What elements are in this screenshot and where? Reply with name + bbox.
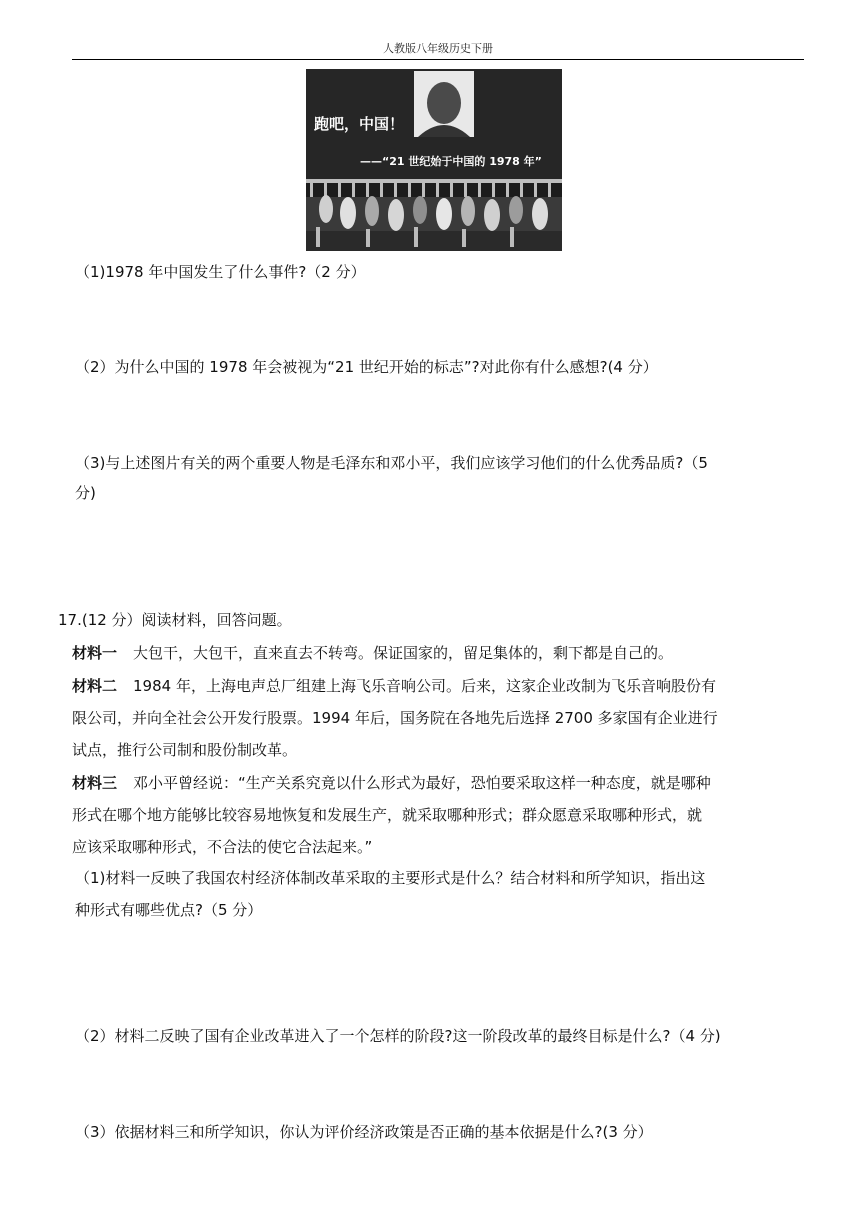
page-header: 人教版八年级历史下册 — [383, 42, 493, 55]
q17-part1-line1: （1)材料一反映了我国农村经济体制改革采取的主要形式是什么？结合材料和所学知识，指出这 — [75, 869, 706, 887]
runners — [306, 195, 562, 251]
material1-text: 大包干，大包干，直来直去不转弯。保证国家的，留足集体的，剩下都是自己的。 — [133, 644, 674, 662]
material1 — [72, 643, 673, 663]
material2-line2: 限公司，并向全社会公开发行股票。1994 年后，国务院在各地先后选择 2700 多家国有企业进行 — [72, 709, 718, 727]
material3-line3: 应该采取哪种形式，不合法的使它合法起来。” — [72, 838, 373, 856]
q16-part2: （2）为什么中国的 1978 年会被视为“21 世纪开始的标志”?对此你有什么感想?(4 分） — [75, 358, 658, 376]
portrait-face — [427, 82, 461, 124]
q16-part1: （1)1978 年中国发生了什么事件?（2 分） — [75, 263, 366, 281]
photo-caption: ——“21 世纪始于中国的 1978 年” — [360, 155, 542, 168]
material3-line1 — [72, 773, 711, 793]
q17-part2: （2）材料二反映了国有企业改革进入了一个怎样的阶段?这一阶段改革的最终目标是什么?（4 分) — [75, 1027, 721, 1045]
photo-slogan: 跑吧，中国！ — [314, 115, 405, 133]
material2-text: 1984 年，上海电声总厂组建上海飞乐音响公司。后来，这家企业改制为飞乐音响股份有 — [133, 677, 716, 695]
q17-part1-line2: 种形式有哪些优点?（5 分） — [75, 901, 263, 919]
historical-photo — [306, 69, 562, 251]
material3-label: 材料三 — [72, 774, 118, 792]
q17-part3: （3）依据材料三和所学知识，你认为评价经济政策是否正确的基本依据是什么?(3 分） — [75, 1123, 653, 1141]
q17-intro: 17.(12 分）阅读材料，回答问题。 — [58, 611, 292, 629]
header-rule — [72, 59, 804, 60]
photo-drawing — [306, 69, 562, 251]
material3-text: 邓小平曾经说：“生产关系究竟以什么形式为最好，恐怕要采取这样一种态度，就是哪种 — [133, 774, 711, 792]
material2-label: 材料二 — [72, 677, 118, 695]
material2-line3: 试点，推行公司制和股份制改革。 — [72, 741, 298, 759]
material3-line2: 形式在哪个地方能够比较容易地恢复和发展生产，就采取哪种形式；群众愿意采取哪种形式，就 — [72, 806, 703, 824]
material1-label: 材料一 — [72, 644, 118, 662]
q16-part3-line1: （3)与上述图片有关的两个重要人物是毛泽东和邓小平，我们应该学习他们的什么优秀品质?（5 — [75, 454, 708, 472]
q16-part3-line2: 分) — [75, 484, 96, 502]
material2-line1 — [72, 676, 716, 696]
